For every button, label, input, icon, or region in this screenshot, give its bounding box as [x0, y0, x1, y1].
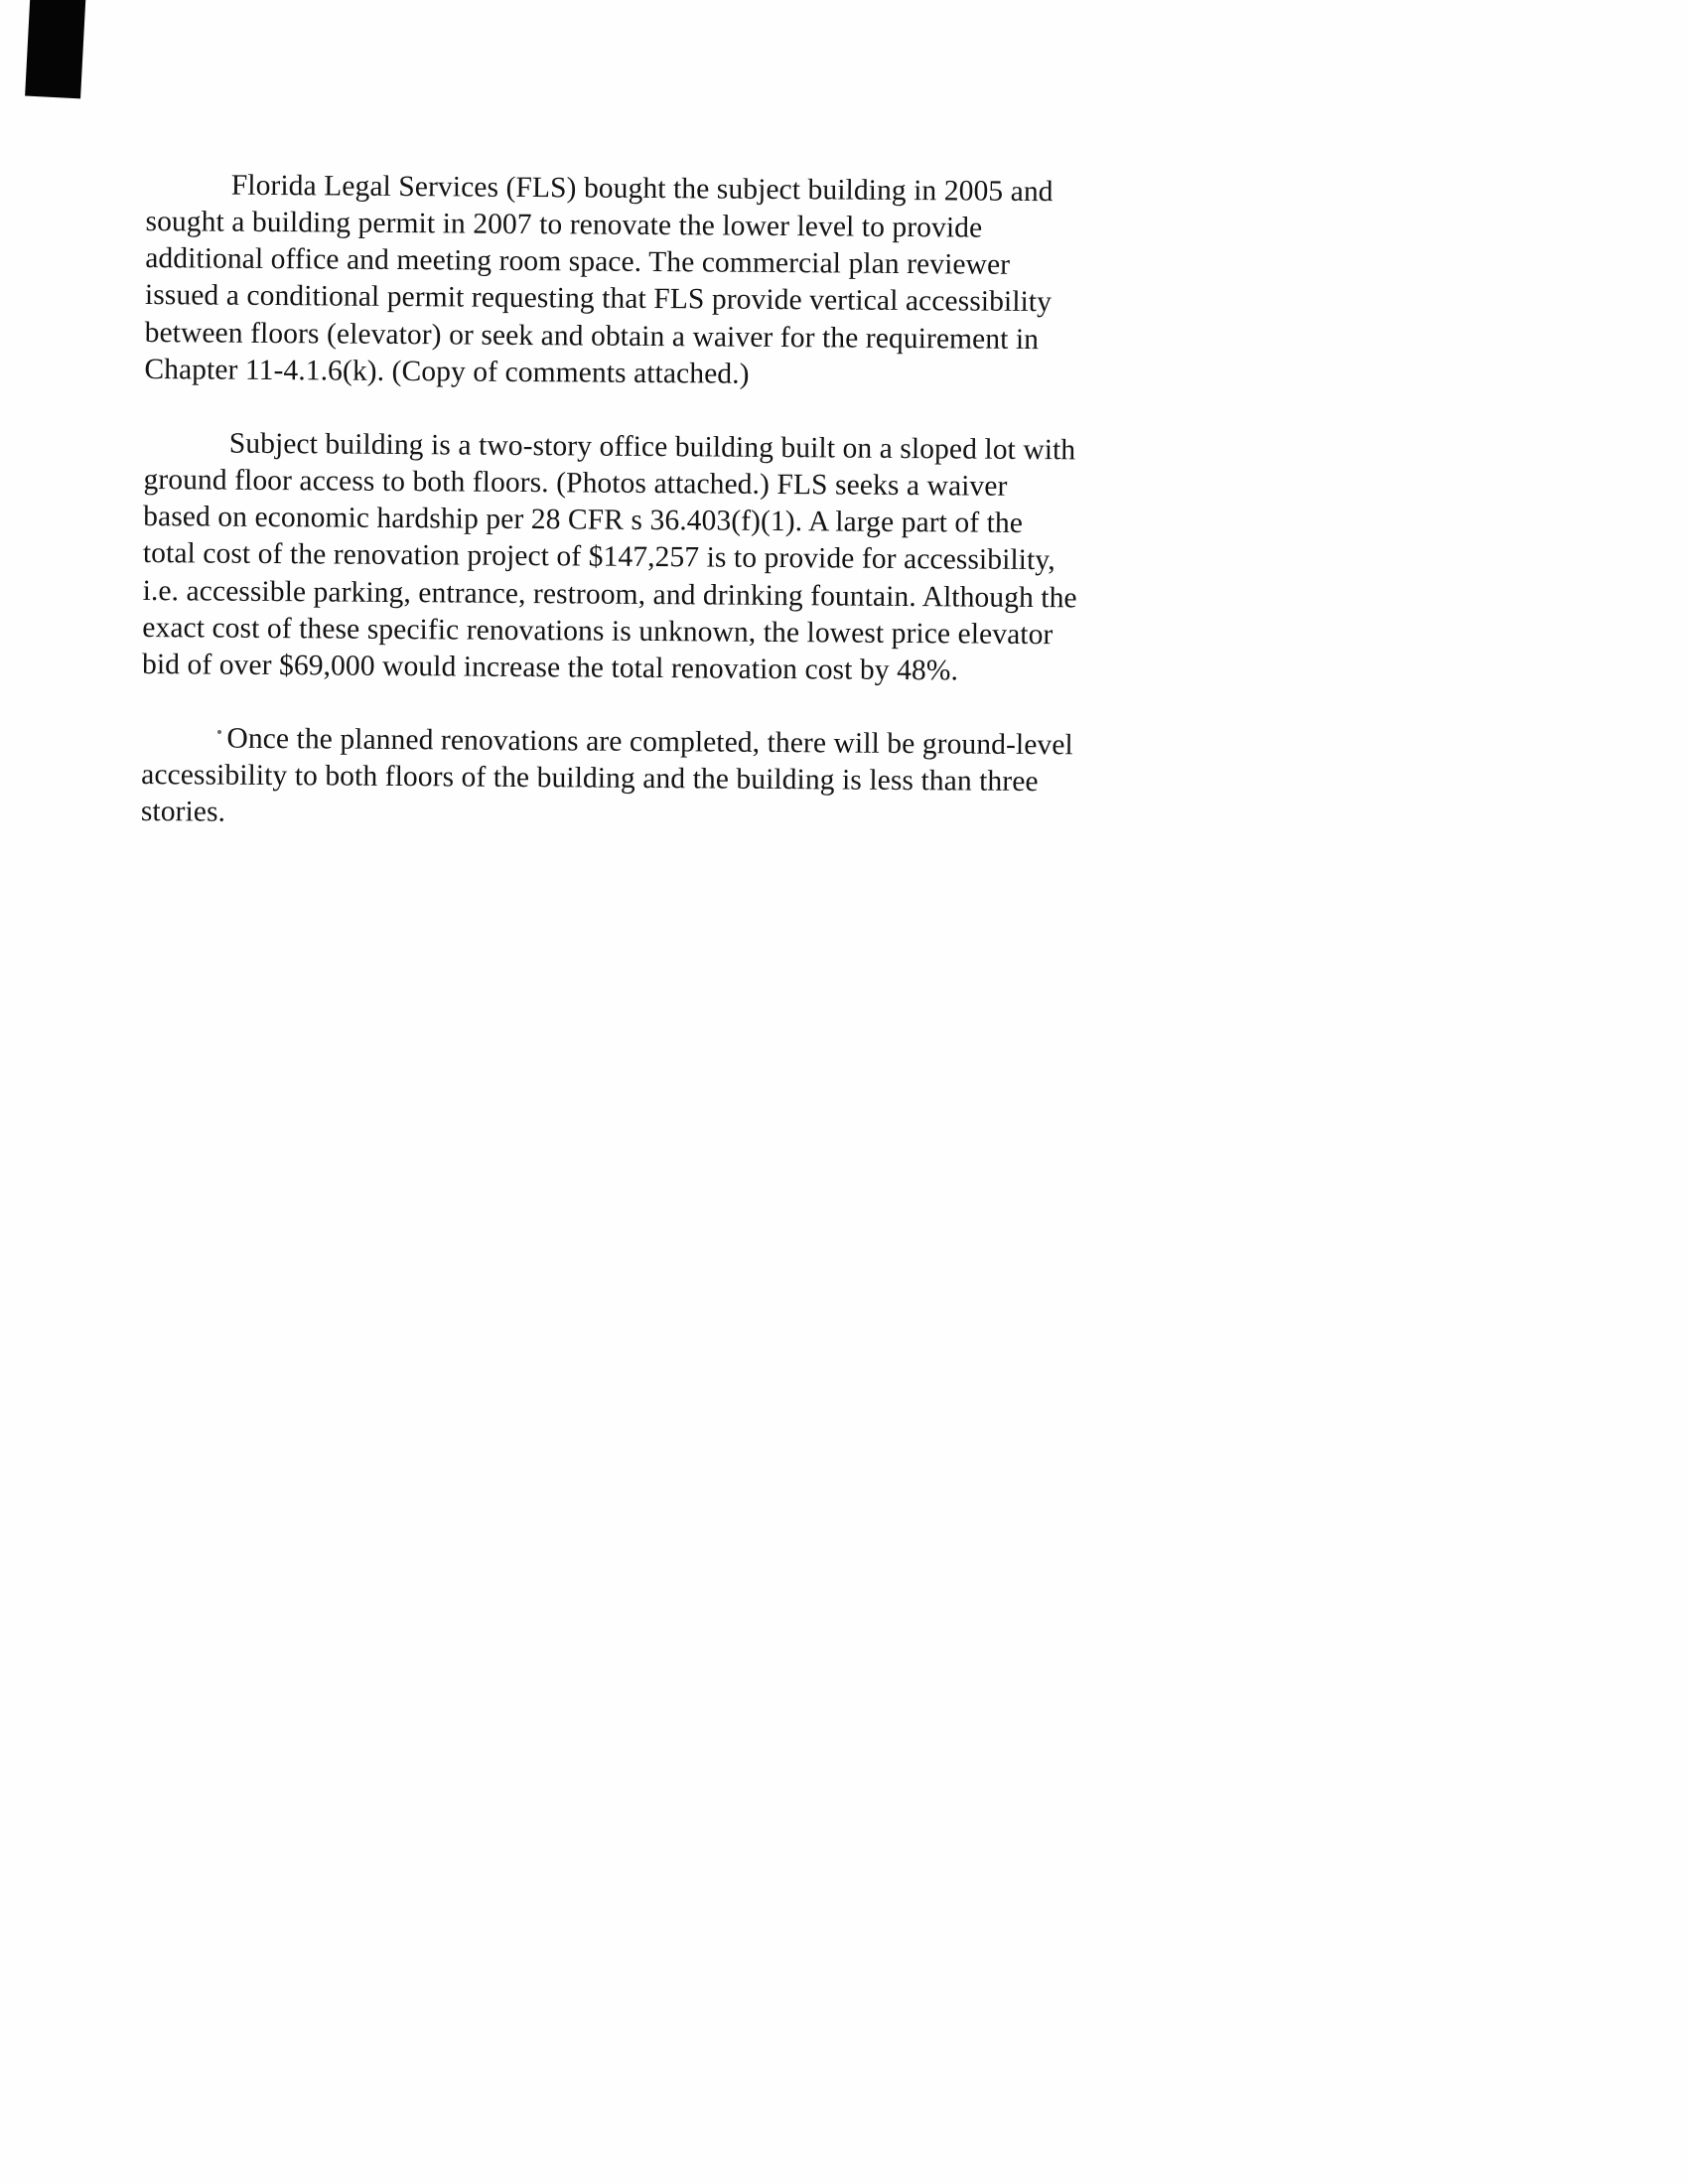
- paragraph-building-purchase: Florida Legal Services (FLS) bought the subject building in 2005 and sought a building permit in 2007 to renovate the lower level to provide additional office and meeting room space. The commercial plan reviewer issued a conditional permit requesting that FLS provide vertical accessibility between floors (elevator) or seek and obtain a waiver for the requirement in Chapter 11-4.1.6(k). (Copy of comments attached.): [144, 169, 1054, 390]
- scan-artifact-corner-mark: [25, 0, 86, 98]
- paragraph-waiver-request: Subject building is a two-story office building built on a sloped lot with ground floor access to both floors. (Photos attached.) FLS seeks a waiver based on economic hardship per 28 CFR s 36.403(f)(1). A large part of the total cost of the renovation project of $147,257 is to provide for accessibility, i.e. accessible parking, entrance, restroom, and drinking fountain. Although the exact cost of these specific renovations is unknown, the lowest price elevator bid of over $69,000 would increase the total renovation cost by 48%.: [141, 427, 1077, 687]
- document-body: [140, 167, 1081, 875]
- paragraph-renovation-outcome: Once the planned renovations are completed, there will be ground-level accessibility to both floors of the building and the building is less than three stories.: [140, 722, 1073, 828]
